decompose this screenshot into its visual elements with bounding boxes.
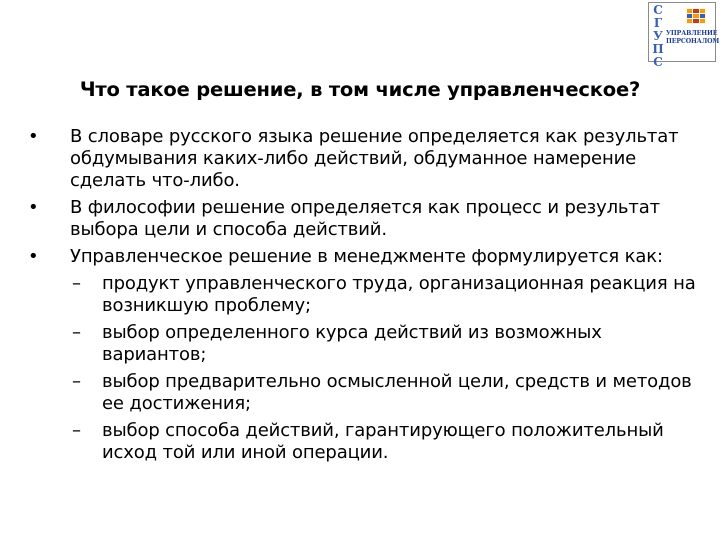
- slide-content: [28, 126, 698, 469]
- sub-item: [28, 420, 698, 464]
- logo-letter: У: [653, 29, 663, 43]
- sub-item-text: выбор предварительно осмысленной цели, средств и методов ее достижения;: [102, 371, 692, 414]
- dash-marker: –: [72, 322, 81, 343]
- sub-item-text: продукт управленческого труда, организационная реакция на возникшую проблему;: [102, 273, 696, 316]
- logo-caption-line: УПРАВЛЕНИЕ: [666, 30, 718, 37]
- bullet-marker: •: [28, 197, 39, 218]
- bullet-item: [28, 246, 698, 268]
- sub-item-text: выбор способа действий, гарантирующего положительный исход той или иной операции.: [102, 420, 664, 463]
- sub-item-text: выбор определенного курса действий из возможных вариантов;: [102, 322, 602, 365]
- bullet-marker: •: [28, 126, 39, 147]
- dash-marker: –: [72, 371, 81, 392]
- dash-marker: –: [72, 420, 81, 441]
- bullet-marker: •: [28, 246, 39, 267]
- logo-caption: [666, 30, 720, 46]
- logo-letter: Г: [653, 16, 663, 30]
- slide-title: Что такое решение, в том числе управленческое?: [79, 78, 641, 101]
- dash-marker: –: [72, 273, 81, 294]
- logo-letter: С: [653, 55, 663, 69]
- sub-item: [28, 322, 698, 366]
- bullet-item: [28, 126, 698, 192]
- logo-caption-line: ПЕРСОНАЛОМ: [666, 38, 720, 45]
- logo: [648, 2, 720, 69]
- sub-item: [28, 273, 698, 317]
- logo-emblem-icon: [686, 8, 706, 24]
- sub-item: [28, 371, 698, 415]
- bullet-text: В словаре русского языка решение определяется как результат обдумывания каких-либо действий, обдуманное намерение сделать что-либо.: [70, 126, 679, 191]
- bullet-item: [28, 197, 698, 241]
- logo-letter: П: [652, 42, 664, 56]
- logo-letter: С: [653, 3, 663, 17]
- bullet-text: Управленческое решение в менеджменте формулируется как:: [70, 246, 663, 267]
- logo-letters: [652, 4, 664, 69]
- bullet-text: В философии решение определяется как процесс и результат выбора цели и способа действий.: [70, 197, 660, 240]
